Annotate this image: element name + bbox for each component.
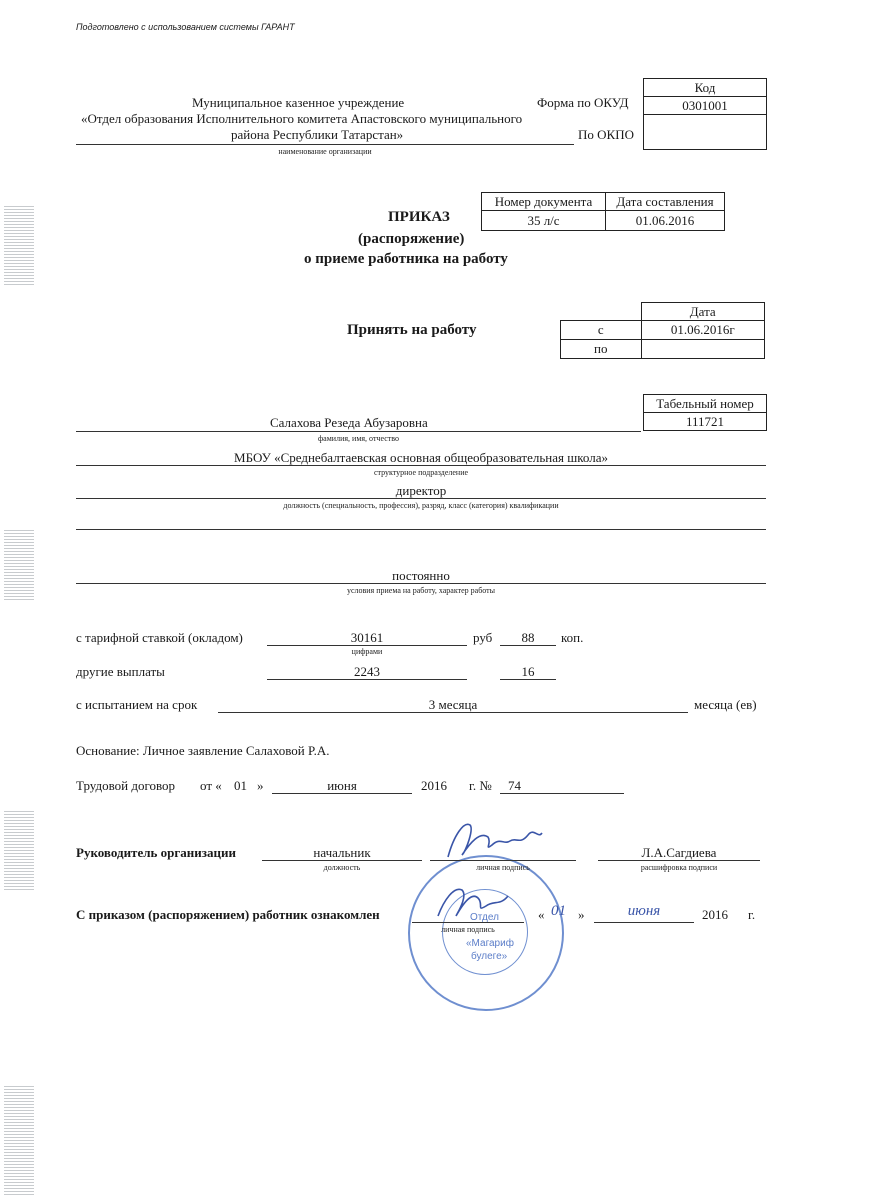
contract-month-underline (272, 793, 412, 794)
hire-from-value: 01.06.2016г (641, 321, 765, 340)
org-line-3: района Республики Татарстан» (231, 127, 404, 142)
digits-caption: цифрами (351, 647, 383, 656)
other-kop: 16 (521, 664, 535, 679)
position: директор (395, 483, 447, 498)
head-name: Л.А.Сагдиева (641, 845, 717, 860)
contract-month: июня (327, 778, 357, 793)
scan-artifact (4, 530, 34, 600)
ack-year-suffix: г. (748, 907, 756, 922)
probation-label: с испытанием на срок (76, 697, 198, 712)
position-caption: должность (323, 863, 361, 872)
contract-day: 01 (234, 778, 247, 793)
contract-close-quote: » (257, 778, 264, 793)
ack-signature-underline (412, 922, 524, 923)
rate-kop-underline (500, 645, 556, 646)
kop-label: коп. (561, 630, 584, 645)
position-extra-line (76, 529, 766, 530)
contract-from: от « (200, 778, 222, 793)
org-line-1: Муниципальное казенное учреждение (192, 95, 405, 110)
org-underline (76, 144, 574, 145)
doc-date: 01.06.2016 (606, 211, 725, 231)
rate-rub: 30161 (350, 630, 384, 645)
tab-number-header: Табельный номер (644, 395, 767, 413)
hire-to-label: по (561, 340, 642, 359)
conditions: постоянно (392, 568, 450, 583)
contract-label: Трудовой договор (76, 778, 175, 793)
hire-date-header: Дата (641, 303, 765, 321)
scan-artifact (4, 810, 34, 890)
ack-signature-caption: личная подпись (441, 925, 495, 934)
order-subtitle: (распоряжение) (358, 231, 465, 247)
order-title: ПРИКАЗ (388, 209, 450, 225)
contract-number-underline (500, 793, 624, 794)
stamp-line-3: булеге» (471, 951, 508, 962)
hire-date-table (560, 302, 765, 359)
decode-caption: расшифровка подписи (640, 863, 718, 872)
rate-label: с тарифной ставкой (окладом) (76, 630, 243, 645)
codes-table (643, 78, 767, 150)
rate-kop: 88 (521, 630, 535, 645)
contract-number: 74 (508, 778, 521, 793)
probation-unit: месяца (ев) (694, 697, 757, 712)
signature-caption: личная подпись (476, 863, 530, 872)
rub-label: руб (473, 630, 493, 645)
codes-header: Код (644, 79, 767, 97)
contract-year: 2016 (421, 778, 447, 793)
probation-underline (218, 712, 688, 713)
tab-number-table (643, 394, 767, 431)
ack-day: 01 (551, 903, 566, 919)
head-position-underline (262, 860, 422, 861)
head-label: Руководитель организации (76, 845, 236, 860)
conditions-caption: условия приема на работу, характер работы (346, 586, 496, 595)
doc-date-header: Дата составления (606, 193, 725, 211)
hire-to-value (641, 340, 765, 359)
scan-artifact (4, 205, 34, 285)
order-topic: о приеме работника на работу (304, 251, 508, 267)
hire-date-blank (561, 303, 642, 321)
okpo-value (644, 115, 767, 150)
department-underline (76, 465, 766, 466)
stamp-line-1: Отдел (470, 912, 499, 923)
head-name-underline (598, 860, 760, 861)
head-signature-scribble (440, 815, 550, 865)
position-underline (76, 498, 766, 499)
ack-close-quote: » (578, 907, 585, 922)
employee-signature-scribble (428, 878, 518, 922)
employee-name: Салахова Резеда Абузаровна (270, 415, 428, 430)
other-rub-underline (267, 679, 467, 680)
doc-number: 35 л/с (482, 211, 606, 231)
stamp-line-2: «Магариф (466, 938, 514, 949)
hire-from-label: с (561, 321, 642, 340)
doc-number-header: Номер документа (482, 193, 606, 211)
head-position: начальник (313, 845, 371, 860)
scan-artifact (4, 1085, 34, 1195)
probation-value: 3 месяца (428, 697, 478, 712)
org-line-2: «Отдел образования Исполнительного комитета Апастовского муниципального (81, 111, 523, 126)
header-note: Подготовлено с использованием системы ГАРАНТ (76, 22, 295, 32)
org-caption: наименование организации (278, 147, 372, 156)
okud-label: Форма по ОКУД (537, 95, 629, 110)
ack-year: 2016 (702, 907, 728, 922)
department: МБОУ «Среднебалтаевская основная общеобразовательная школа» (234, 450, 608, 465)
conditions-underline (76, 583, 766, 584)
hire-label: Принять на работу (347, 322, 477, 338)
okpo-label: По ОКПО (578, 127, 634, 142)
other-label: другие выплаты (76, 664, 165, 679)
other-rub: 2243 (354, 664, 380, 679)
contract-num-label: г. № (469, 778, 492, 793)
ack-month-underline (594, 922, 694, 923)
ack-label: С приказом (распоряжением) работник ознакомлен (76, 907, 380, 922)
department-caption: структурное подразделение (373, 468, 469, 477)
position-caption: должность (специальность, профессия), разряд, класс (категория) квалификации (283, 501, 559, 510)
head-signature-underline (430, 860, 576, 861)
okud-value: 0301001 (644, 97, 767, 115)
name-underline (76, 431, 641, 432)
ack-open-quote: « (538, 907, 545, 922)
rate-rub-underline (267, 645, 467, 646)
tab-number: 111721 (644, 413, 767, 431)
basis: Основание: Личное заявление Салаховой Р.А. (76, 743, 330, 758)
other-kop-underline (500, 679, 556, 680)
doc-number-table (481, 192, 725, 231)
ack-month: июня (627, 903, 661, 919)
name-caption: фамилия, имя, отчество (318, 434, 399, 443)
